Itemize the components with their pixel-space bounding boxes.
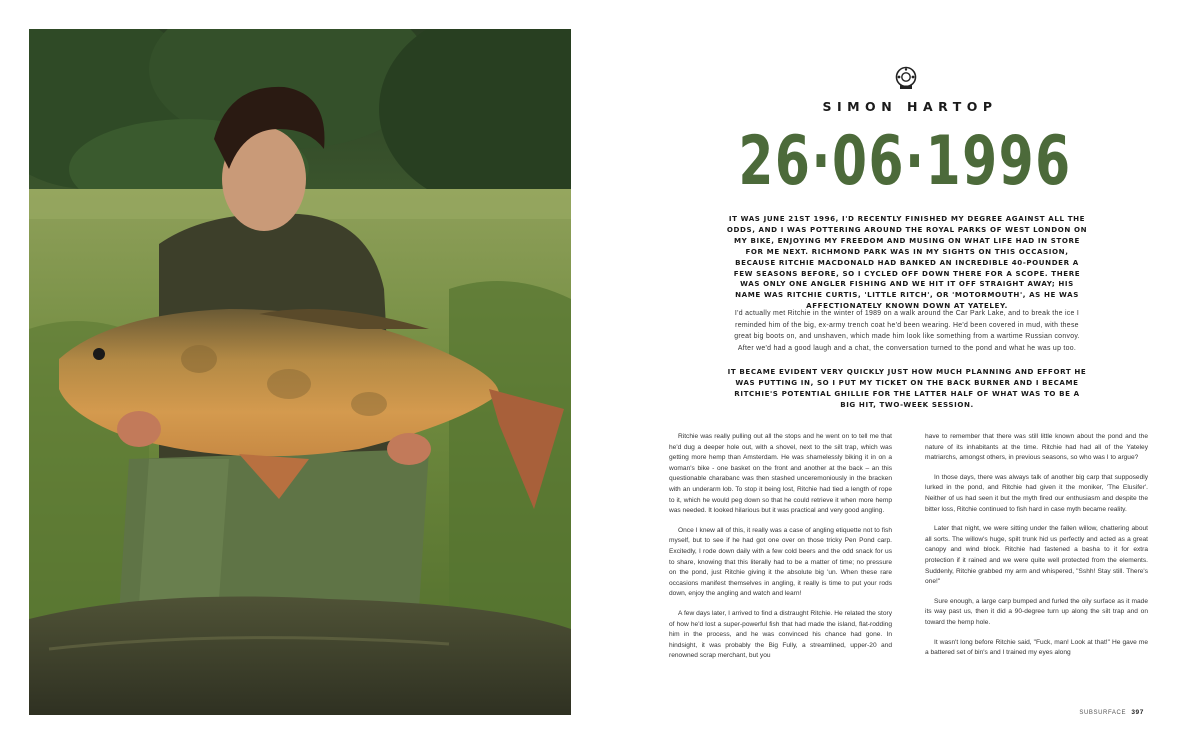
diving-helmet-icon — [895, 66, 917, 90]
author-byline: SIMON HARTOP — [822, 99, 998, 114]
page-number: 397 — [1131, 709, 1144, 716]
standfirst-text: I'd actually met Ritchie in the winter of 1989 on a walk around the Car Park Lake, and to break the ice I reminded him of the big, ex-army trench coat he'd been wearing. He'd been covered in mud, with these great big boots on, and unshaven, which made him look like something from a wartime Russian convoy. After we'd had a good laugh and a chat, the conversation turned to the pond and what he was up too. — [734, 310, 1080, 352]
angler-carp-photo — [29, 29, 571, 715]
body-paragraph: Once I knew all of this, it really was a case of angling etiquette not to fish myself, but to see if he had got one over on those tricky Pen Pond carp. Excitedly, I rode down daily with a few cold beers and the odd snack for us to share, knowing that this literally had to be a matter of time; no pressure on the pond, just Ritchie giving it the absolute big 'un. When these rare occasions manifest themselves in angling, it really is time to put your rods down, enjoy the angling and watch and learn! — [669, 526, 892, 598]
body-paragraph: Sure enough, a large carp bumped and furled the oily surface as it made its way past us, then it did a 90-degree turn up along the silt trap and on toward the hemp hole. — [925, 597, 1148, 626]
page-footer — [1079, 709, 1144, 716]
body-paragraph: In those days, there was always talk of another big carp that supposedly lurked in the pond, and Ritchie had given it the moniker, 'The Elusifer'. Neither of us had seen it but the myth fired our enthusiasm and despite the bitter loss, Ritchie continued to fish hard in case myth became reality. — [925, 473, 1148, 513]
body-column-2 — [925, 432, 1148, 707]
standfirst-paragraph — [726, 308, 1088, 354]
second-lead-paragraph — [726, 366, 1088, 410]
second-lead-text: IT BECAME EVIDENT VERY QUICKLY JUST HOW MUCH PLANNING AND EFFORT HE WAS PUTTING IN, SO I PUT MY TICKET ON THE BACK BURNER AND I BECAME RITCHIE'S POTENTIAL GHILLIE FOR THE LATTER HALF OF WHAT WAS TO BE A BIG HIT, TWO-WEEK SESSION. — [727, 367, 1087, 409]
intro-paragraph — [726, 214, 1088, 312]
intro-text: IT WAS JUNE 21ST 1996, I'D RECENTLY FINISHED MY DEGREE AGAINST ALL THE ODDS, AND I WAS POTTERING AROUND THE ROYAL PARKS OF WEST LONDON ON MY BIKE, ENJOYING MY FREEDOM AND MUSING ON WHAT LIFE HAD IN STORE FOR ME NEXT. RICHMOND PARK WAS IN MY SIGHTS ON THIS OCCASION, BECAUSE RITCHIE MACDONALD HAD BANKED AN INCREDIBLE 40-POUNDER A FEW SEASONS BEFORE, SO I CYCLED OFF DOWN THERE FOR A SCOPE. THERE WAS ONLY ONE ANGLER FISHING AND WE HIT IT OFF STRAIGHT AWAY; HIS NAME WAS RITCHIE CURTIS, 'LITTLE RITCH', OR 'MOTORMOUTH', AS HE WAS AFFECTIONATELY KNOWN DOWN AT YATELEY. — [726, 214, 1088, 311]
body-paragraph: Later that night, we were sitting under the fallen willow, chattering about all sorts. The willow's huge, spilt trunk hid us perfectly and acted as a great canopy and wind block. Ritchie had fastened a basha to it for extra protection if it rained and we were quite well protected from the elements. Suddenly, Ritchie grabbed my arm and whispered, "Sshh! Stay still. There's one!" — [925, 525, 1148, 586]
article-title-date: 26·06·1996 — [738, 122, 1072, 201]
body-paragraph: have to remember that there was still little known about the pond and the nature of its inhabitants at the time. Ritchie had had all of the Yateley matriarchs, amongst others, in previous seasons, so who was I to argue? — [925, 433, 1148, 462]
body-paragraph: Ritchie was really pulling out all the stops and he went on to tell me that he'd dug a deeper hole out, with a shovel, next to the silt trap, which was getting more hemp than Amsterdam. He was shamelessly biking it in on a woman's bike - one basket on the front and another at the back – an this questionable charabanc was then stashed unceremoniously in the bracken with an underarm lob. To stop it being lost, Ritchie had tied a length of rope to it, which he would peg down so that he could retrieve it when more hemp was needed. It looked hilarious but it was practical and very good angling. — [669, 433, 892, 515]
body-paragraph: It wasn't long before Ritchie said, "Fuck, man! Look at that!" He gave me a battered set of bin's and I trained my eyes along — [925, 638, 1148, 657]
magazine-name: SUBSURFACE — [1079, 710, 1127, 716]
body-column-1 — [669, 432, 892, 707]
body-paragraph: A few days later, I arrived to find a distraught Ritchie. He related the story of how he'd lost a super-powerful fish that had made the island, flat-rodding him in the process, and he was convinced his chance had gone. In hindsight, it was probably the Big Fully, a streamlined, upper-20 and renowned scrap merchant, but you — [669, 609, 892, 660]
photo-illustration — [29, 29, 571, 715]
